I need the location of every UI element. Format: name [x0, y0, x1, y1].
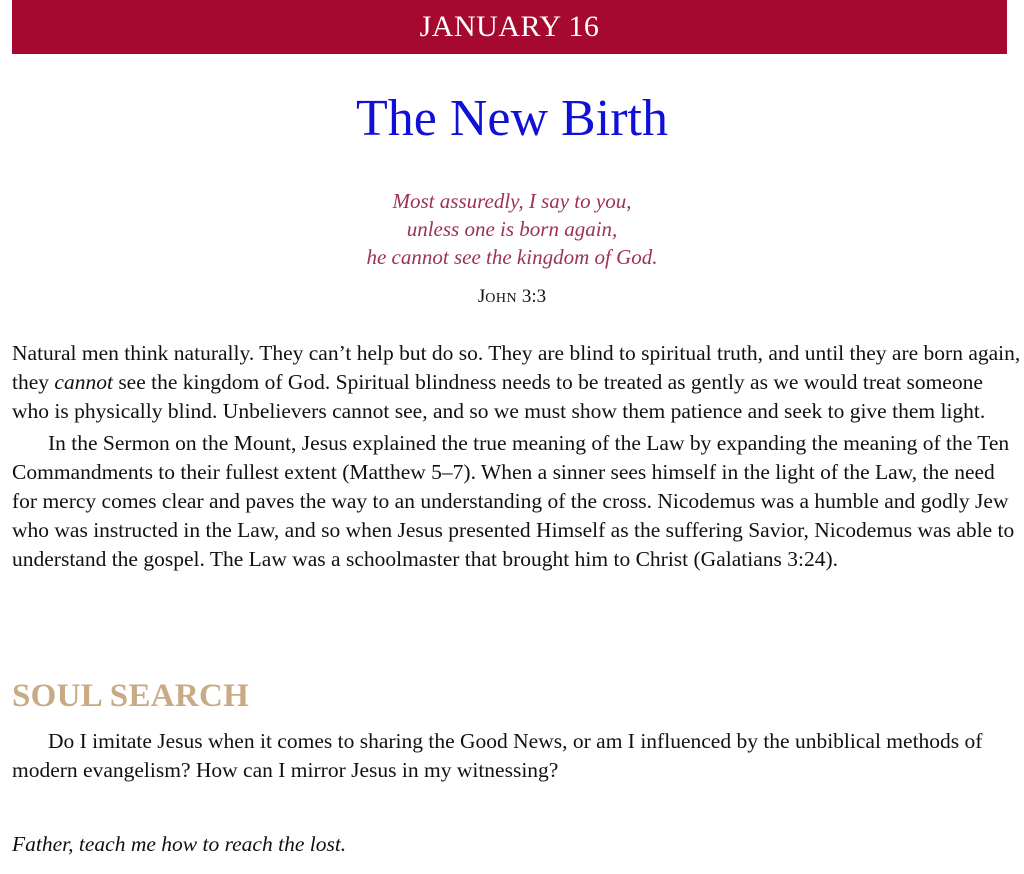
paragraph-1-start: Natural men think naturally. They can’t help but do so. They are blind to spiritual truth, and until they are born again, they	[12, 341, 1021, 395]
reference-book-smallcaps: OHN	[485, 291, 518, 306]
reference-chapter-verse: 3:3	[517, 286, 547, 307]
date-label: JANUARY 16	[419, 10, 600, 43]
soul-search-heading: SOUL SEARCH	[12, 678, 250, 714]
paragraph-1-emphasis: cannot	[54, 370, 113, 395]
paragraph-2: In the Sermon on the Mount, Jesus explained the true meaning of the Law by expanding the meaning of the Ten Commandments to their fullest extent (Matthew 5–7). When a sinner sees himself in the light of the Law, the need for mercy comes clear and paves the way to an understanding of the cross. Nicodemus was a humble and godly Jew who was instructed in the Law, and so when Jesus presented Himself as the suffering Savior, Nicodemus was able to understand the gospel. The Law was a schoolmaster that brought him to Christ (Galatians 3:24).	[12, 430, 1015, 572]
verse-line-2: unless one is born again,	[406, 217, 618, 241]
verse-line-1: Most assuredly, I say to you,	[392, 189, 632, 213]
verse-line-3: he cannot see the kingdom of God.	[366, 245, 658, 269]
soul-search-body	[12, 727, 1012, 785]
date-banner	[12, 0, 1007, 54]
paragraph-1	[12, 339, 1022, 427]
devotion-body	[12, 339, 1022, 577]
scripture-quote	[0, 187, 1024, 271]
soul-search-question: Do I imitate Jesus when it comes to sharing the Good News, or am I influenced by the unbiblical methods of modern evangelism? How can I mirror Jesus in my witnessing?	[12, 729, 983, 783]
prayer-line: Father, teach me how to reach the lost.	[12, 832, 347, 856]
paragraph-1-end: see the kingdom of God. Spiritual blindness needs to be treated as gently as we would treat someone who is physically blind. Unbelievers cannot see, and so we must show them patience and seek to give them light.	[12, 370, 986, 424]
scripture-reference	[0, 285, 1024, 311]
devotion-title: The New Birth	[356, 90, 668, 147]
reference-initial: J	[477, 286, 486, 307]
